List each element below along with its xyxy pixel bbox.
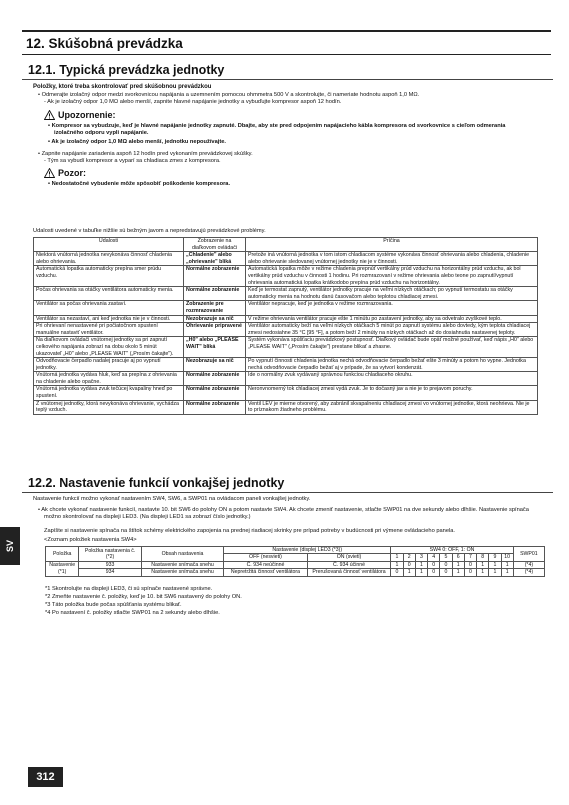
table-row bbox=[34, 400, 538, 414]
cell-item-no: 933 bbox=[79, 561, 141, 568]
cell-display: Nezobrazuje sa nič bbox=[184, 315, 246, 323]
cell-display: Normálne zobrazenie bbox=[184, 287, 246, 301]
table-row bbox=[46, 561, 545, 568]
cell-cause: Po vypnutí činnosti chladenia jednotka nechá odvodňovacie čerpadlo bežať ešte 3 minúty a potom ho vypne. Jednotka nechá odvodňovacie čerpadlo bežať aj v prípade, že sa vytvorí kondenzát. bbox=[246, 358, 538, 372]
events-table bbox=[33, 237, 538, 415]
table-intro: Udalosti uvedené v tabuľke nižšie sú bežným javom a nepredstavujú prevádzkové problémy. bbox=[33, 228, 266, 234]
table-row bbox=[46, 569, 545, 576]
cell-swp01: (*4) bbox=[513, 561, 544, 568]
cell-bit: 0 bbox=[403, 561, 415, 568]
warning-icon bbox=[44, 110, 55, 120]
footnote-4: *4 Po nastavení č. položky stlačte SWP01 na 2 sekundy alebo dlhšie. bbox=[45, 610, 220, 616]
language-tab-label: SV bbox=[4, 539, 15, 553]
row-label: Nastavenie (*1) bbox=[46, 561, 79, 576]
page-number: 312 bbox=[28, 767, 63, 787]
cell-display: Normálne zobrazenie bbox=[184, 266, 246, 287]
cell-cause: Neronvnomerný tok chladiacej zmesi vydá zvuk. Je to dočasný jav a nie je to prejavom poruchy. bbox=[246, 386, 538, 400]
col-header-led: Nastavenie (displej LED3 (*3)) bbox=[224, 547, 391, 554]
check-item-2-sub: - Tým sa vybudí kompresor a vyparí sa chladiaca zmes z kompresora. bbox=[44, 158, 221, 164]
section-title: 12.1. Typická prevádzka jednotky bbox=[28, 63, 225, 77]
chapter-title: 12. Skúšobná prevádzka bbox=[26, 36, 183, 51]
cell-display: Normálne zobrazenie bbox=[184, 386, 246, 400]
cell-cause: Pretože iná vnútorná jednotka v tom istom chladiacom systéme vykonáva činnosť ohrievania alebo chladenia, chladenie alebo ohrievanie sledovanej vnútornej jednotky nie je v činnosti. bbox=[246, 252, 538, 266]
settings-item-1-note: Zapíšte si nastavenie spínača na štítok schémy elektrického zapojenia na prednej riadiacej skrinky pre prípad potreby v budúcnosti pri výmene ovládacieho panela. bbox=[44, 528, 455, 534]
cell-display: Normálne zobrazenie bbox=[184, 400, 246, 414]
check-item-1-sub: - Ak je izolačný odpor 1,0 MΩ alebo menší, zapnite hlavné napájanie jednotky a vybuďujte kompresor aspoň 12 hodín. bbox=[44, 99, 342, 105]
cell-bit: 1 bbox=[452, 561, 464, 568]
cell-cause: Automatická lopatka môže v režime chladenia prepnúť vertikálny prúd vzduchu na horizontálny prúd vzduchu, ak bol vertikálny prúd vzduchu v činnosti 1 hodinu. Pri rozmrazovaní v režime ohrievania alebo teone po zapnutí/vypnutí ohrievania automatická lopatka krátkodobo prepína prúd vzduchu na horizontálny. bbox=[246, 266, 538, 287]
cell-cause: Keď je termostat zapnutý, ventilátor jednotky pracuje na veľmi nízkych otáčkach; po vypnutí termostatu sa otáčky automaticky menia na hodnotu danú časovačom alebo teplotou chladiacej zmesi. bbox=[246, 287, 538, 301]
cell-bit: 1 bbox=[452, 569, 464, 576]
cell-event: Vnútorná jednotka vydáva zvuk tečúcej kvapaliny hneď po spustení. bbox=[34, 386, 184, 400]
cell-bit: 0 bbox=[440, 569, 452, 576]
check-item-1: • Odmerajte izolačný odpor medzi svorkovnicou napájania a uzemnením pomocou ohmmetra 500 V a skontrolujte, či nameriate hodnotu aspoň 1,0 MΩ. bbox=[38, 92, 420, 98]
cell-event: Na diaľkovom ovládači vnútornej jednotky sa pri zapnutí celkového napájania zobrazí na dobu okolo 5 minút ukazovateľ „H0" alebo „PLEASE WAIT" („Prosím čakajte"). bbox=[34, 337, 184, 358]
cell-display: „H0" alebo „PLEASE WAIT" bliká bbox=[184, 337, 246, 358]
cell-on: Prerušovaná činnosť ventilátora bbox=[307, 569, 391, 576]
col-header-cause: Príčina bbox=[246, 238, 538, 252]
cell-bit: 1 bbox=[501, 561, 513, 568]
cell-cause: V režime ohrievania ventilátor pracuje ešte 1 minútu po zastavení jednotky, aby sa odvetralo zvyškové teplo. bbox=[246, 315, 538, 323]
cell-bit: 0 bbox=[440, 561, 452, 568]
col-header-off: OFF (nesvieti) bbox=[224, 554, 308, 561]
cell-bit: 1 bbox=[477, 569, 489, 576]
col-header-display: Zobrazenie na diaľkovom ovládači bbox=[184, 238, 246, 252]
settings-intro: Nastavenie funkcií možno vykonať nastavením SW4, SW6, a SWP01 na ovládacom paneli vonkajšej jednotky. bbox=[33, 496, 311, 502]
table-row bbox=[34, 301, 538, 315]
table-row bbox=[34, 358, 538, 372]
cell-event: Počas ohrievania sa otáčky ventilátora automaticky menia. bbox=[34, 287, 184, 301]
cell-event: Z vnútornej jednotky, ktorá nevykonáva ohrievanie, vychádza teplý vzduch. bbox=[34, 400, 184, 414]
bit-header: 2 bbox=[403, 554, 415, 561]
cell-display: Normálne zobrazenie bbox=[184, 372, 246, 386]
col-header-sw4: SW4 0: OFF, 1: ON bbox=[391, 547, 514, 554]
col-header-item-no: Položka nastavenia č. (*2) bbox=[79, 547, 141, 562]
cell-display: Nezobrazuje sa nič bbox=[184, 358, 246, 372]
cell-content: Nastavenie snímača snehu bbox=[141, 561, 223, 568]
cell-bit: 0 bbox=[464, 561, 476, 568]
cell-bit: 1 bbox=[501, 569, 513, 576]
cell-display: Ohrievanie pripravené bbox=[184, 323, 246, 337]
cell-event: Pri ohrievaní nenastavené pri počiatočnom spustení manuálne nastaviť ventilátor. bbox=[34, 323, 184, 337]
table-row bbox=[34, 252, 538, 266]
table-row bbox=[34, 287, 538, 301]
cell-event: Automatická lopatka automaticky prepína smer prúdu vzduchu. bbox=[34, 266, 184, 287]
table-row bbox=[34, 266, 538, 287]
table-row bbox=[34, 386, 538, 400]
cell-swp01: (*4) bbox=[513, 569, 544, 576]
table-row bbox=[34, 315, 538, 323]
cell-item-no: 934 bbox=[79, 569, 141, 576]
bit-header: 4 bbox=[428, 554, 440, 561]
cell-off: Nepretržitá činnosť ventilátora bbox=[224, 569, 308, 576]
cell-event: Ventilátor sa počas ohrievania zastaví. bbox=[34, 301, 184, 315]
cell-on: Č. 934 účinné bbox=[307, 561, 391, 568]
cell-bit: 0 bbox=[464, 569, 476, 576]
table-row bbox=[34, 372, 538, 386]
section-heading-12-1 bbox=[22, 63, 553, 80]
cell-cause: Systém vykonáva spúšťaciu prevádzkový postupnosť. Diaľkový ovládač bude opäť možné používať, keď nápis „H0" alebo „PLEASE WAIT" („Prosím čakajte") prestane blikať a zhasne. bbox=[246, 337, 538, 358]
col-header-item: Položka bbox=[46, 547, 79, 562]
cell-bit: 0 bbox=[391, 569, 403, 576]
caution-heading: Pozor: bbox=[44, 168, 86, 178]
language-side-tab bbox=[0, 527, 20, 565]
bit-header: 8 bbox=[477, 554, 489, 561]
bit-header: 3 bbox=[415, 554, 427, 561]
bit-header: 6 bbox=[452, 554, 464, 561]
section-heading-12-2 bbox=[22, 476, 553, 493]
warning-heading: Upozornenie: bbox=[44, 110, 116, 120]
cell-bit: 0 bbox=[428, 561, 440, 568]
cell-event: Odvodňovacie čerpadlo nadalej pracuje aj po vypnutí jednotky. bbox=[34, 358, 184, 372]
cell-cause: Ventilátor nepracuje, keď je jednotka v režime rozmrazovania. bbox=[246, 301, 538, 315]
col-header-on: ON (svieti) bbox=[307, 554, 391, 561]
cell-bit: 1 bbox=[415, 569, 427, 576]
cell-bit: 1 bbox=[391, 561, 403, 568]
sw4-settings-table bbox=[45, 546, 545, 577]
cell-cause: Ventilátor automaticky beží na veľmi nízkych otáčkach 5 minút po zapnutí systému alebo dovtedy, kým teplota chladiacej zmesi nedosiahne 35 °C [95 °F], a potom beží 2 minúty na nízkych otáčkach až do dosiahnutia nastavenej teploty. bbox=[246, 323, 538, 337]
cell-off: Č. 934 neúčinné bbox=[224, 561, 308, 568]
cell-display: „Chladenie" alebo „ohrievanie" bliká bbox=[184, 252, 246, 266]
cell-cause: Ide o normálny zvuk vydávaný správnou funkciou chladiaceho okruhu. bbox=[246, 372, 538, 386]
cell-bit: 1 bbox=[415, 561, 427, 568]
caution-text: • Nedostatočné vybudenie môže spôsobiť poškodenie kompresora. bbox=[48, 181, 231, 187]
cell-bit: 1 bbox=[489, 569, 501, 576]
table-row bbox=[34, 323, 538, 337]
bit-header: 7 bbox=[464, 554, 476, 561]
cell-bit: 1 bbox=[403, 569, 415, 576]
col-header-content: Obsah nastavenia bbox=[141, 547, 223, 562]
warning-text-1: • Kompresor sa vybudzuje, keď je hlavné napájanie jednotky zapnuté. Dbajte, aby ste pred odpojením napájacieho kábla kompresora od svorkovnice s cieľom odmerania izolačného odporu vypli napájanie. bbox=[48, 123, 506, 137]
checklist-title: Položky, ktoré treba skontrolovať pred skúšobnou prevádzkou bbox=[33, 84, 212, 90]
table-header-row bbox=[34, 238, 538, 252]
bit-header: 10 bbox=[501, 554, 513, 561]
cell-event: Vnútorná jednotka vydáva hluk, keď sa prepína z ohrievania na chladenie alebo opačne. bbox=[34, 372, 184, 386]
bit-header: 9 bbox=[489, 554, 501, 561]
bit-header: 5 bbox=[440, 554, 452, 561]
cell-bit: 1 bbox=[489, 561, 501, 568]
cell-display: Zobrazenie pre rozmrazovanie bbox=[184, 301, 246, 315]
cell-bit: 1 bbox=[477, 561, 489, 568]
cell-bit: 0 bbox=[428, 569, 440, 576]
check-item-2: • Zapnite napájanie zariadenia aspoň 12 hodín pred vykonaním prevádzkovej skúšky. bbox=[38, 151, 253, 157]
col-header-swp01: SWP01 bbox=[513, 547, 544, 562]
cell-event: Niektorá vnútorná jednotka nevykonáva činnosť chladenia alebo ohrievania. bbox=[34, 252, 184, 266]
cell-content: Nastavenie snímača snehu bbox=[141, 569, 223, 576]
warning-text-2: • Ak je izolačný odpor 1,0 MΩ alebo menší, jednotku nepoužívajte. bbox=[48, 139, 226, 145]
footnote-2: *2 Zmeňte nastavenie č. položky, keď je 10. bit SW6 nastavený do polohy ON. bbox=[45, 594, 242, 600]
settings-item-1: • Ak chcete vykonať nastavenie funkcií, nastavte 10. bit SW6 do polohy ON a potom nastavte SW4. Ak chcete zmeniť nastavenie, stlačte SWP01 na dve sekundy alebo dlhšie. Nastavenie spínača možno skontrolovať na displeji LED3. (Na displeji LED1 sa zobrazí číslo jednotky.) bbox=[38, 507, 529, 521]
col-header-events: Udalosti bbox=[34, 238, 184, 252]
chapter-title-bar bbox=[22, 30, 551, 55]
cell-cause: Ventil LEV je mierne otvorený, aby zabránil skvapalneniu chladiacej zmesi vo vnútornej jednotke, ktorá neohrieva. Nie je to príznakom žiadneho problému. bbox=[246, 400, 538, 414]
table-row bbox=[34, 337, 538, 358]
footnote-1: *1 Skontrolujte na displeji LED3, či sú spínače nastavené správne. bbox=[45, 586, 213, 592]
settings-list-title: <Zoznam položiek nastavenia SW4> bbox=[44, 537, 137, 543]
bit-header: 1 bbox=[391, 554, 403, 561]
caution-icon bbox=[44, 168, 55, 178]
footnote-3: *3 Táto položka bude počas spúšťania systému blikať. bbox=[45, 602, 182, 608]
section-title: 12.2. Nastavenie funkcií vonkajšej jednotky bbox=[28, 476, 285, 490]
cell-event: Ventilátor sa nezastaví, ani keď jednotka nie je v činnosti. bbox=[34, 315, 184, 323]
